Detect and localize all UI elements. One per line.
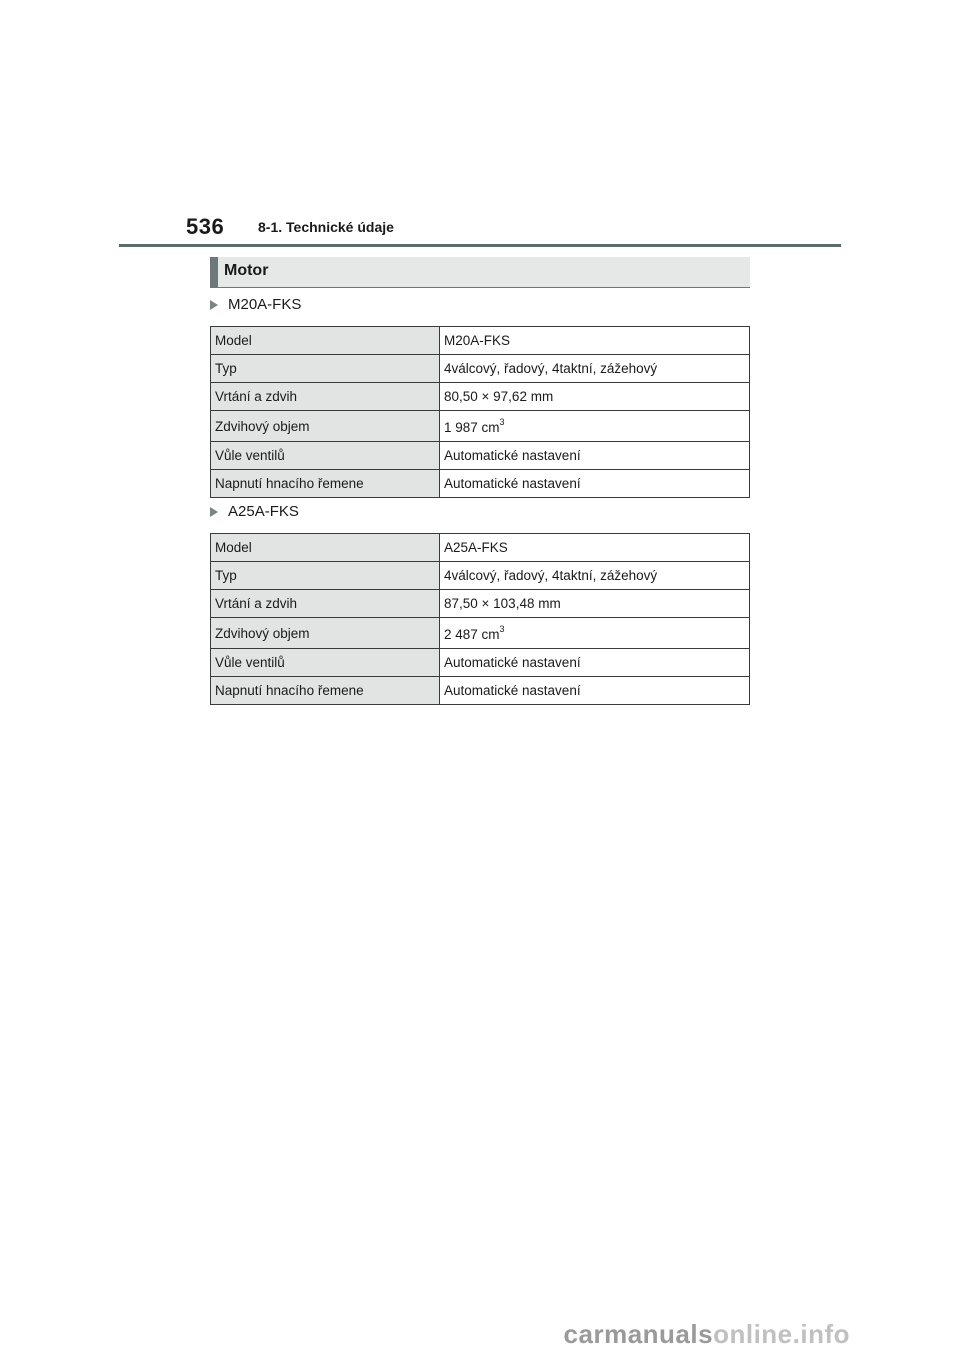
spec-table — [210, 326, 750, 498]
unit-exponent: 3 — [499, 417, 505, 427]
spec-value: A25A-FKS — [440, 534, 750, 562]
engine-name: A25A-FKS — [228, 503, 299, 520]
table-row — [211, 355, 750, 383]
spec-label: Vrtání a zdvih — [211, 383, 440, 411]
spec-value — [440, 411, 750, 442]
displacement-value: 1 987 cm — [444, 420, 500, 435]
table-row — [211, 442, 750, 470]
spec-label: Napnutí hnacího řemene — [211, 470, 440, 498]
table-row — [211, 327, 750, 355]
spec-value — [440, 618, 750, 649]
spec-value: 4válcový, řadový, 4taktní, zážehový — [440, 562, 750, 590]
section-heading — [210, 257, 750, 288]
spec-value: Automatické nastavení — [440, 677, 750, 705]
triangle-bullet-icon — [210, 507, 218, 517]
table-row — [211, 590, 750, 618]
table-row — [211, 562, 750, 590]
table-row — [211, 677, 750, 705]
spec-label: Model — [211, 534, 440, 562]
spec-value: M20A-FKS — [440, 327, 750, 355]
spec-label: Model — [211, 327, 440, 355]
spec-value: Automatické nastavení — [440, 470, 750, 498]
table-row — [211, 649, 750, 677]
watermark-part: online.info — [713, 1319, 850, 1349]
engine-subheading — [210, 503, 299, 520]
spec-label: Vrtání a zdvih — [211, 590, 440, 618]
displacement-value: 2 487 cm — [444, 627, 500, 642]
spec-value: 80,50 × 97,62 mm — [440, 383, 750, 411]
section-heading-bar — [210, 257, 218, 287]
unit-exponent: 3 — [499, 624, 505, 634]
page-number: 536 — [186, 214, 225, 239]
spec-label: Vůle ventilů — [211, 442, 440, 470]
spec-value: 87,50 × 103,48 mm — [440, 590, 750, 618]
site-watermark — [564, 1319, 850, 1350]
spec-value: 4válcový, řadový, 4taktní, zážehový — [440, 355, 750, 383]
spec-label: Typ — [211, 562, 440, 590]
section-title: Motor — [224, 262, 269, 279]
engine-name: M20A-FKS — [228, 296, 302, 313]
spec-value: Automatické nastavení — [440, 649, 750, 677]
spec-table — [210, 533, 750, 705]
table-row — [211, 411, 750, 442]
table-row — [211, 534, 750, 562]
spec-label: Napnutí hnacího řemene — [211, 677, 440, 705]
triangle-bullet-icon — [210, 300, 218, 310]
watermark-part: carmanuals — [563, 1319, 714, 1349]
table-row — [211, 470, 750, 498]
spec-label: Typ — [211, 355, 440, 383]
chapter-title: 8-1. Technické údaje — [258, 219, 394, 235]
spec-label: Vůle ventilů — [211, 649, 440, 677]
spec-value: Automatické nastavení — [440, 442, 750, 470]
spec-label: Zdvihový objem — [211, 411, 440, 442]
spec-label: Zdvihový objem — [211, 618, 440, 649]
table-row — [211, 618, 750, 649]
engine-subheading — [210, 296, 301, 313]
header-divider — [119, 244, 841, 247]
table-row — [211, 383, 750, 411]
